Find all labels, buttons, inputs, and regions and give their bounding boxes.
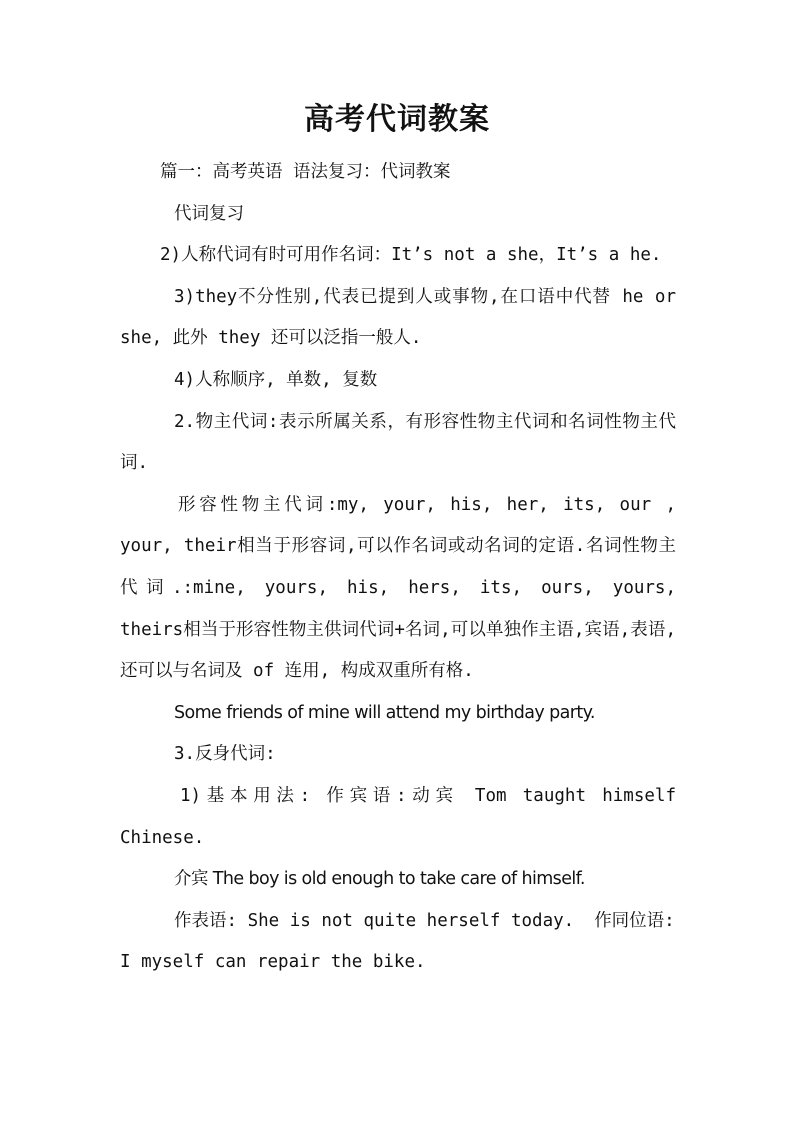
example-sentence-friends: Some friends of mine will attend my birthday party. [174,702,595,723]
paragraph-reflexive-pronoun: 3.反身代词: [174,744,276,765]
paragraph-basic-usage: 1)基本用法: 作宾语:动宾 Tom taught himself Chinese. [120,785,676,848]
paragraph-predicative-appositive [120,901,676,984]
paragraph-they: 3)they不分性别,代表已提到人或事物,在口语中代替 he or she, 此外 they 还可以泛指一般人. [120,286,676,349]
appositive-usage: 作同位语: I myself can repair the bike. [120,910,675,973]
paragraph-possessive-pronoun: 2.物主代词:表示所属关系，有形容性物主代词和名词性物主代词. [120,411,676,474]
paragraph-personal-pronoun-noun: 2)人称代词有时可用作名词：It’s not a she，It’s a he. [160,245,662,266]
subtitle-line: 篇一：高考英语 语法复习：代词教案 [160,162,451,182]
paragraph-person-order: 4)人称顺序, 单数, 复数 [174,369,378,390]
example-sentence-prepositional-object: 介宾 The boy is old enough to take care of himself. [174,869,585,890]
paragraph-adjective-possessive: 形容性物主代词:my, your, his, her, its, our , your, their相当于形容词,可以作名词或动名词的定语.名词性物主代词.:mine, yours, his, hers, its, ours, yours, theirs相当于形容性物主供词代词+名词,可以单独作主语,宾语,表语, 还可以与名词及 of 连用, 构成双重所有格. [120,494,676,682]
predicative-usage: 作表语: She is not quite herself today. [174,910,575,931]
document-body [120,152,676,984]
document-title: 高考代词教案 [304,102,490,137]
section-heading: 代词复习 [174,203,244,224]
